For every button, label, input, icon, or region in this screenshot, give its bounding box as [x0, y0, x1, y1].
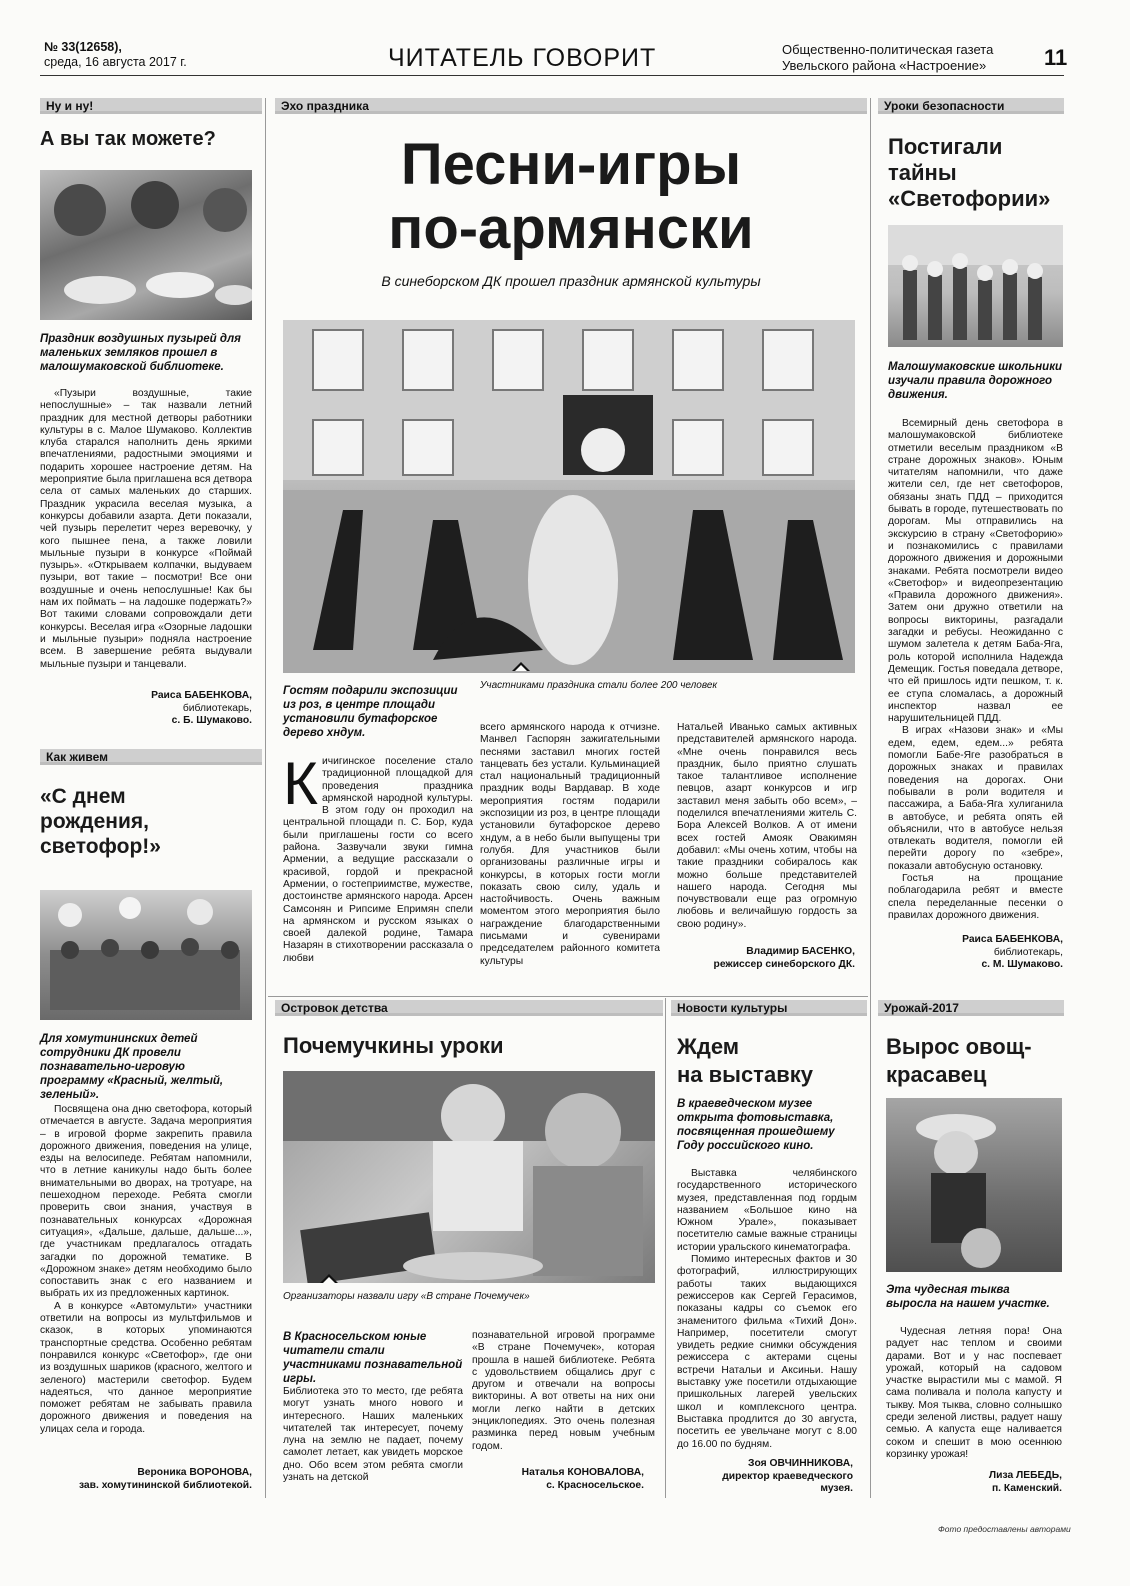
article-body	[677, 1168, 857, 1451]
paper-line-2: Увельского района «Настроение»	[782, 58, 987, 73]
photo-credit: Фото предоставлены авторами	[938, 1524, 1071, 1534]
title-line: по-армянски	[388, 196, 754, 261]
signature-place: п. Каменский.	[991, 1482, 1062, 1494]
title-line: красавец	[886, 1062, 987, 1087]
rubric: Эхо праздника	[275, 98, 867, 114]
paragraph: Чудесная летняя пора! Она радует нас теплом и своими дарами. Вот и у нас поспевает урожай, который на садовом участке вырастили мы с мамой. Я сама поливала и полола капусту и тыкву. Моя тыква, словно солнышко среди зеленой листвы, радует нашу семью. А капуста еще наливается соком и спешит в мою осеннюю корзинку урожая!	[886, 1326, 1062, 1460]
caption-marker	[512, 662, 530, 671]
title-line: светофор!»	[40, 835, 161, 858]
column-rule-left	[265, 98, 266, 1498]
article-lead: В Красносельском юные читатели стали участниками познавательной игры.	[283, 1331, 463, 1385]
rubric: Как живем	[40, 749, 262, 765]
article-title: А вы так можете?	[40, 128, 216, 150]
drop-cap: К	[283, 750, 318, 817]
title-line: тайны	[888, 160, 957, 185]
article-title	[40, 784, 161, 859]
article-lead: Малошумаковские школьники изучали правила дорожного движения.	[888, 361, 1063, 401]
signature-place: с. М. Шумаково.	[981, 959, 1063, 970]
paragraph: А в конкурсе «Автомульти» участники ответили на вопросы из мультфильмов и сказок, в которых упоминаются транспортные средства. Особенно ребятам понравился конкурс «Светофор», где они из воздушных шариков (красного, желтого и зеленого) мастерили светофор. Будем надеяться, что данное мероприятие поможет ребятам не забывать правила дорожного движения и поведения на улицах села и города.	[40, 1300, 252, 1435]
article-body	[886, 1326, 1062, 1461]
signature	[677, 946, 855, 971]
article-body	[40, 388, 252, 671]
article-subtitle: В синеборском ДК прошел праздник армянской культуры	[381, 273, 761, 289]
paragraph: Гостья на прощание поблагодарила ребят и вместе спела переделанные песенки о правилах дорожного движения.	[888, 872, 1063, 921]
article-title: Почемучкины уроки	[283, 1033, 504, 1058]
photo-illustration	[40, 170, 252, 320]
column-text: ичигинское поселение стало традиционной площадкой для проведения праздника армянской народной культуры. В этом году он проходил на центральной площади п. С. Бор, куда были приглашены гости со всего района. Зазвучали звуки гимна Армении, а ведущие рассказали о красивой, гордой и прекрасной Армении, о гостеприимстве, мужестве, достоинстве армянского народа. Арсен Самсонян и Рипсиме Епримян спели на армянском и русском языках о своей далекой родине, Тамара Назарян в стихотворении рассказала о любви	[283, 756, 473, 964]
row-rule-center	[268, 996, 868, 997]
signature-name: Наталья КОНОВАЛОВА,	[521, 1467, 644, 1478]
paper-line-1: Общественно-политическая газета	[782, 42, 994, 57]
signature-place: с. Красносельское.	[546, 1479, 644, 1491]
title-line: на выставку	[677, 1062, 813, 1087]
signature-role: библиотекарь,	[993, 946, 1063, 958]
rubric: Ну и ну!	[40, 98, 262, 114]
signature-place: музея.	[820, 1483, 853, 1494]
signature	[40, 690, 252, 728]
header-rule	[40, 75, 1064, 76]
photo-caption: Организаторы назвали игру «В стране Почемучек»	[283, 1291, 530, 1302]
column-rule-lower	[665, 998, 666, 1498]
article-title	[275, 133, 867, 261]
signature	[888, 934, 1063, 972]
signature-name: Лиза ЛЕБЕДЬ,	[988, 1470, 1062, 1481]
page-number: 11	[1044, 45, 1068, 70]
photo-illustration	[283, 320, 855, 673]
signature-name: Вероника ВОРОНОВА,	[137, 1467, 252, 1478]
caption-marker	[320, 1274, 338, 1283]
photo-bubbles	[40, 170, 252, 320]
paragraph: Выставка челябинского государственного исторического музея, представленная под гордым названием «Большое кино на Южном Урале», показывает посетителю самые важные страницы истории уральского кинематографа.	[677, 1168, 857, 1253]
photo-kids-reading	[283, 1071, 655, 1283]
article-lead: Гостям подарили экспозиции из роз, в центре площади установили бутафорское дерево хндум.	[283, 685, 458, 739]
paragraph: «Пузыри воздушные, такие непослушные» – так назвали летний праздник для местной детворы работники культуры в с. Малое Шумаково. Коллектив клуба старался наполнить день яркими впечатлениями, радостными эмоциями и подарить хорошее настроение детям. На мероприятие была приглашена вся детвора села от самых маленьких до старших. Праздник украсила веселая музыка, а конкурсы добавили азарта. Дети показали, чей пузырь перелетит через веревочку, у кого пышнее пена, а также ловили мыльные пузыри в конкурсе «Поймай пузырь». «Открываем колпачки, выдуваем пузыри, вот такие – посмотри! Все они воздушные и очень непослушные! Как бы нам их поймать – на ладошке подержать?» Вот такими словами сопровождали дети конкурсы. Веселая игра «Озорные ладошки и мыльные пузыри» подняла настроение всем. В завершение ребята выдували мыльные пузыри и танцевали.	[40, 388, 253, 670]
photo-caption: Участниками праздника стали более 200 человек	[480, 680, 718, 691]
signature-name: Раиса БАБЕНКОВА,	[962, 934, 1063, 945]
article-col-1: Библиотека это то место, где ребята могут узнать много нового и интересного. Наших маленьких читателей так интересует, почему луна на землю не падает, почему самолет летает, как увидеть морское дно. Обо всем этом ребята смогли узнать на детской	[283, 1386, 463, 1484]
rubric: Островок детства	[275, 1000, 663, 1016]
article-col-2: всего армянского народа к отчизне. Манвел Гаспорян зажигательными песнями заставил многих гостей танцевать без устали. Кульминацией стал национальный традиционный праздник воды Вардавар. В ходе мероприятия гостям подарили экспозиции из роз, в центре площади установили бутафорское дерево хндум, а в небо были выпущены три голубя. Для участников были организованы различные игры и конкурсы, в которых гости могли показать свою силу, удаль и настойчивость. Очень важным моментом этого мероприятия было награждение благодарственными письмами и сувенирами председателем районного комитета культуры	[480, 722, 660, 967]
column-rule-right	[870, 98, 871, 1498]
article-body	[888, 418, 1063, 922]
title-line: Постигали	[888, 134, 1003, 159]
photo-illustration	[886, 1098, 1062, 1272]
article-lead: В краеведческом музее открыта фотовыставка, посвященная прошедшему Году российского кино.	[677, 1098, 835, 1152]
signature-name: Раиса БАБЕНКОВА,	[151, 690, 252, 701]
photo-children-balloons	[40, 890, 252, 1020]
photo-illustration	[888, 225, 1063, 347]
photo-illustration	[283, 1071, 655, 1283]
title-line: Ждем	[677, 1034, 740, 1059]
photo-girl-pumpkin	[886, 1098, 1062, 1272]
article-lead: Праздник воздушных пузырей для маленьких земляков прошел в малошумаковской библиотеке.	[40, 333, 241, 373]
signature-place: с. Б. Шумаково.	[171, 715, 252, 726]
paragraph: Помимо интересных фактов и 30 фотографий, иллюстрирующих работы таких выдающихся режиссеров как Сергей Герасимов, показаны кадры со съемок его знаменитого фильма «Тихий Дон». Например, посетители смогут увидеть редкие снимки обсуждения режиссера с актерами сцены встречи Натальи и Аксиньи. Нашу выставку уже посетили отдыхающие пришкольных лагерей увельских школ и комплексного центра. Выставка продлится до 30 августа, посетить ее увельчане могут с 8.00 до 16.00 по будням.	[677, 1254, 857, 1450]
signature-role: директор краеведческого	[722, 1470, 853, 1482]
issue-date: среда, 16 августа 2017 г.	[44, 55, 187, 69]
signature-name: Владимир БАСЕНКО,	[746, 946, 855, 957]
article-body	[40, 1104, 252, 1436]
article-col-2: познавательной игровой программе «В стране Почемучек», которая прошла в нашей библиотеке. Ребята с удовольствием общались друг с другом и отвечали на вопросы викторины. А вот ответы на них они могли легко найти в детских энциклопедиях. Это очень полезная разминка перед новым учебным годом.	[472, 1330, 655, 1452]
article-col-3: Натальей Иванько самых активных представителей армянского народа. «Мне очень понравился весь праздник, было приятно слушать такое талантливое исполнение певцов, азарт конкурсов и игр заставил меня забыть обо всем», – поделился впечатлениями житель С. Бора Алексей Волков. А от имени всех гостей Амояк Овакимян добавил: «Мы очень хотим, чтобы на такие праздники собиралось как можно больше представителей нашего народа. Сегодня мы почувствовали еще раз огромную любовь и величайшую гордость за свою родину».	[677, 722, 857, 930]
signature	[886, 1470, 1062, 1495]
signature-role: библиотекарь,	[182, 702, 252, 714]
paragraph: Посвящена она дню светофора, который отмечается в августе. Задача мероприятия – в игровой форме закрепить правила дорожного движения, поведения на улице, езды на велосипеде. Ребятам напомнили, что в летние каникулы надо быть более внимательными во дворах, на тротуаре, на пешеходном переходе. Ребята смогли проверить свои знания, участвуя в познавательных конкурсах «Дорожная ситуация», «Дальше, дальше, дальше...», где участникам предлагалось отгадать загадки по дорожной тематике. В «Дорожном знаке» детям необходимо было сопоставить знак с его названием и выбрать их из предложенных картинок.	[40, 1104, 252, 1300]
paragraph: В играх «Назови знак» и «Мы едем, едем, едем...» ребята помогли Бабе-Яге разобраться в дорожных знаках и правилах поведения на дорогах. Они побывали в роли водителя и пассажира, а Баба-Яга хулиганила в автобусе, и ребята опять ей объяснили, что в автобусе нельзя отвлекать водителя, помогли ей перейти дорогу по «зебре», показали автобусную остановку.	[888, 725, 1063, 872]
section-title: ЧИТАТЕЛЬ ГОВОРИТ	[388, 44, 657, 72]
signature	[677, 1458, 853, 1496]
signature-role: зав. хомутининской библиотекой.	[78, 1479, 252, 1491]
rubric: Урожай-2017	[878, 1000, 1064, 1016]
signature	[472, 1467, 644, 1492]
rubric: Уроки безопасности	[878, 98, 1064, 114]
article-title	[677, 1033, 813, 1089]
article-lead: Для хомутининских детей сотрудники ДК провели познавательно-игровую программу «Красный, желтый, зеленый».	[40, 1033, 224, 1101]
paragraph: Всемирный день светофора в малошумаковской библиотеке отметили веселым праздником «В стране дорожных знаков». Юным читателям напомнили, что даже жители сел, где нет светофоров, обязаны знать ПДД – приходится бывать в городе, путешествовать по дорогам. Мы отправились на экскурсию в страну «Светофорию» и познакомились с правилами дорожного движения и дорожными знаками. Ребята посмотрели видео «Светофор» и видеопрезентацию «Правила дорожного движения». Затем они дружно ответили на вопросы викторины, разгадали загадки и ребусы. Неожиданно с шумом залетела к детям Баба-Яга, роль которой исполнила Надежда Демещик. Гостья поведала детворе, что ей пришлось идти пешком, т. к. ее ступа сломалась, а дорожный инспектор назвал ее нарушительницей ПДД.	[888, 418, 1063, 725]
title-line: «Светофории»	[888, 186, 1051, 211]
article-title	[886, 1033, 1032, 1089]
article-title	[888, 134, 1050, 212]
signature-role: режиссер синеборского ДК.	[713, 958, 855, 970]
issue-number: № 33(12658),	[44, 40, 122, 54]
photo-schoolchildren	[888, 225, 1063, 347]
title-line: рождения,	[40, 810, 149, 833]
title-line: Песни-игры	[400, 132, 742, 197]
title-line: Вырос овощ-	[886, 1034, 1032, 1059]
article-lead: Эта чудесная тыква выросла на нашем участке.	[886, 1284, 1050, 1310]
rubric: Новости культуры	[671, 1000, 867, 1016]
photo-festival-dance	[283, 320, 855, 673]
title-line: «С днем	[40, 785, 126, 808]
signature-name: Зоя ОВЧИННИКОВА,	[748, 1458, 853, 1469]
photo-illustration	[40, 890, 252, 1020]
signature	[40, 1467, 252, 1492]
article-col-1	[283, 750, 473, 965]
